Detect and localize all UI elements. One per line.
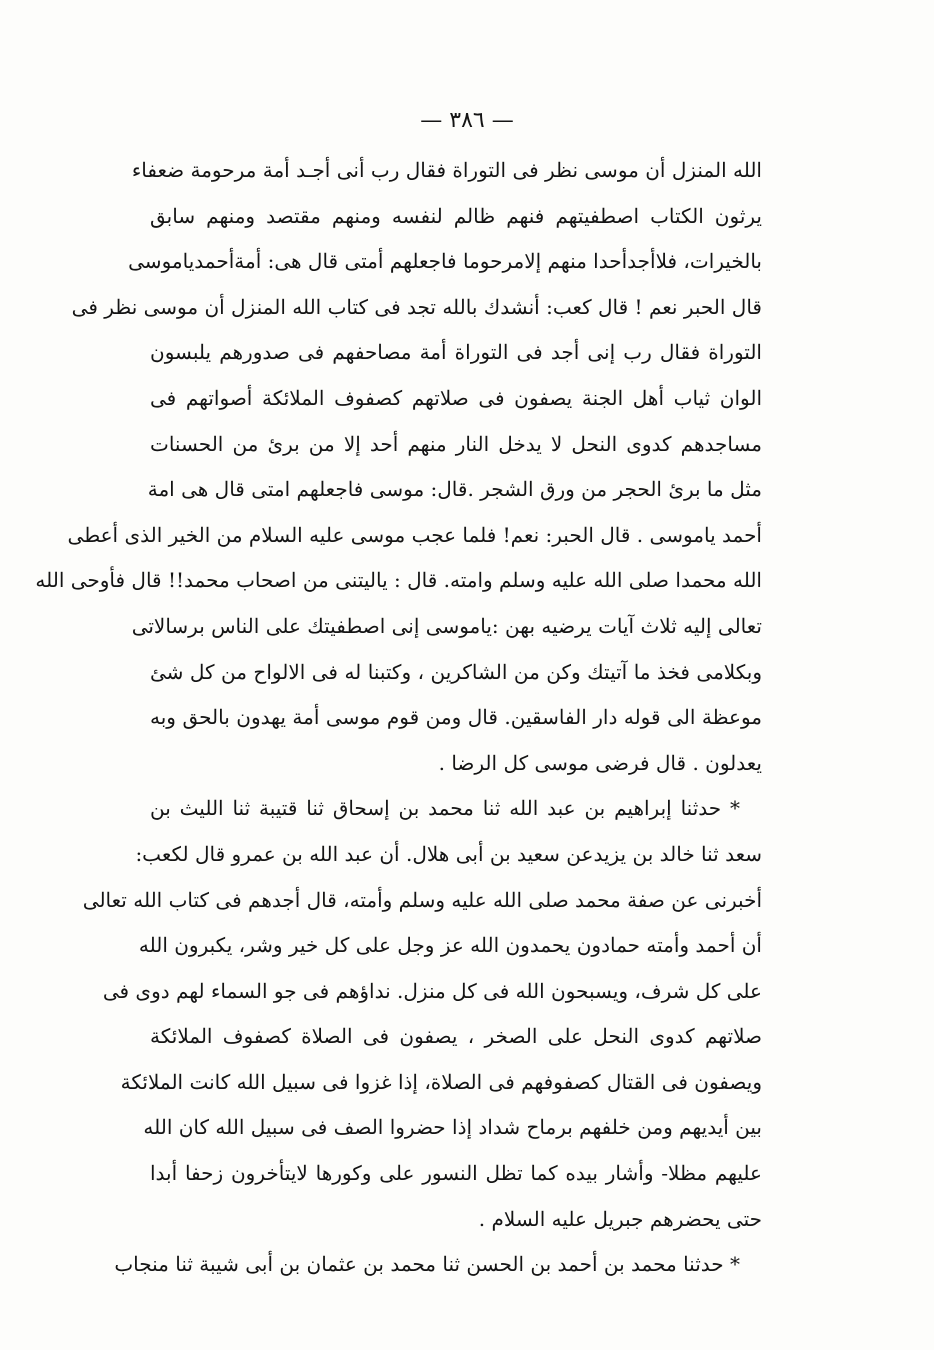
text-line: بالخيرات، فلاأجدأحدا منهم إلامرحوما فاجعلهم أمتى قال هى: أمةأحمدياموسى: [128, 249, 762, 274]
text-line: الوان ثياب أهل الجنة يصفون فى صلاتهم كصفوف الملائكة أصواتهم فى: [150, 385, 762, 410]
hadith-start-line: * حدثنا إبراهيم بن عبد الله ثنا محمد بن إسحاق ثنا قتيبة ثنا الليث بن: [150, 796, 740, 821]
text-line: أحمد ياموسى . قال الحبر: نعم! فلما عجب موسى عليه السلام من الخير الذى أعطى: [67, 522, 762, 547]
page-number: — ٣٨٦ —: [420, 108, 514, 133]
text-line: مثل ما برئ الحجر من ورق الشجر .قال: موسى فاجعلهم امتى قال هى امة: [147, 477, 762, 502]
text-line: ويصفون فى القتال كصفوفهم فى الصلاة، إذا غزوا فى سبيل الله كانت الملائكة: [120, 1069, 762, 1094]
text-line: عليهم مظلا- وأشار بيده كما تظل النسور على وكورها لايتأخرون زحفا أبدا: [150, 1161, 762, 1186]
paragraph-end-line: حتى يحضرهم جبريل عليه السلام .: [478, 1206, 762, 1231]
text-line: على كل شرف، ويسبحون الله فى كل منزل. نداؤهم فى جو السماء لهم دوى فى: [102, 978, 762, 1003]
text-line: مساجدهم كدوى النحل لا يدخل النار منهم أحد إلا من برئ من الحسنات: [150, 431, 762, 456]
text-line: قال الحبر نعم ! قال كعب: أنشدك بالله تجد فى كتاب الله المنزل أن موسى نظر فى: [71, 294, 762, 319]
text-line: التوراة فقال رب إنى أجد فى التوراة أمة مصاحفهم فى صدورهم يلبسون: [150, 340, 762, 365]
text-line: يرثون الكتاب اصطفيتهم فنهم ظالم لنفسه ومنهم مقتصد ومنهم سابق: [150, 203, 762, 228]
hadith-start-line: * حدثنا محمد بن أحمد بن الحسن ثنا محمد بن عثمان بن أبى شيبة ثنا منجاب: [114, 1252, 740, 1277]
text-line: الله محمدا صلى الله عليه وسلم وامته. قال : ياليتنى من اصحاب محمد!! قال فأوحى الله: [35, 568, 762, 593]
text-line: بين أيديهم ومن خلفهم برماح شداد إذا حضروا الصف فى سبيل الله كان الله: [143, 1115, 762, 1140]
text-line: الله المنزل أن موسى نظر فى التوراة فقال رب أنى أجـد أمة مرحومة ضعفاء: [131, 158, 762, 182]
text-line: أن أحمد وأمته حمادون يحمدون الله عز وجل على كل خير وشر، يكبرون الله: [138, 933, 762, 958]
text-line: موعظة الى قوله دار الفاسقين. قال ومن قوم موسى أمة يهدون بالحق وبه: [150, 705, 762, 730]
text-line: تعالى إليه ثلاث آيات يرضيه بهن :ياموسى إنى اصطفيتك على الناس برسالاتى: [131, 613, 762, 638]
body-text: [35, 148, 762, 1288]
text-line: سعد ثنا خالد بن يزيدعن سعيد بن أبى هلال. أن عبد الله بن عمرو قال لكعب:: [135, 841, 762, 866]
paragraph-end-line: يعدلون . قال فرضى موسى كل الرضا .: [438, 750, 762, 775]
text-line: صلاتهم كدوى النحل على الصخر ، يصفون فى الصلاة كصفوف الملائكة: [150, 1024, 762, 1049]
text-line: وبكلامى فخذ ما آتيتك وكن من الشاكرين ، وكتبنا له فى الالواح من كل شئ: [150, 659, 762, 684]
text-line: أخبرنى عن صفة محمد صلى الله عليه وسلم وأمته، قال أجدهم فى كتاب الله تعالى: [82, 887, 762, 912]
